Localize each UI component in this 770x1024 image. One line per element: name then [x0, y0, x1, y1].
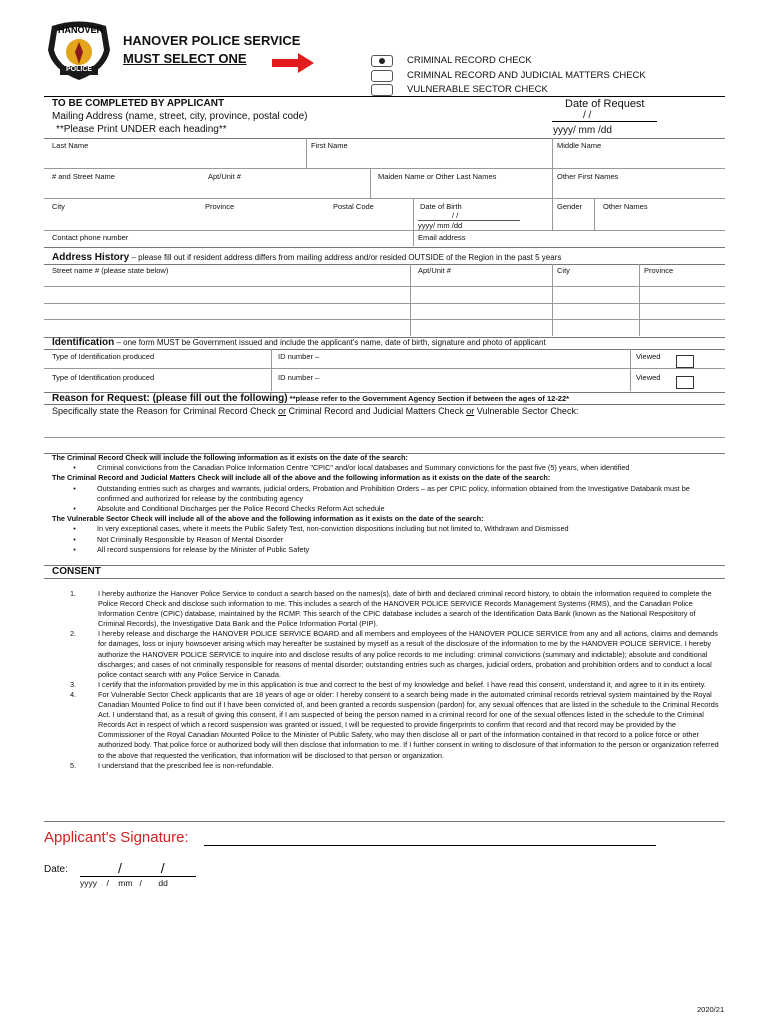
reason-title: Reason for Request: (please fill out the following) [52, 393, 288, 404]
badge-top-text: HANOVER [58, 25, 104, 35]
apt-label: Apt/Unit # [208, 172, 241, 181]
email-label: Email address [418, 233, 466, 242]
check-info-block: The Criminal Record Check will include the following information as it exists on the date of the search: • Criminal convictions from the Canadian Police Information Centre "CPIC" and/or local databases and Summary convictions for the past five (5) years, when identified The Criminal Record and Judicial Matters Check will include all of the above and the following information as it exists on the date of the search: • Outstanding entries such as charges and warrants, judicial orders, Probation and Prohibition Orders – as per CPIC policy, information obtained from the Investigative Databank must be confirmed and authorized for release by the contributing agency • Absolute and Conditional Discharges per the Police Record Checks Reform Act schedule The Vulnerable Sector Check will include all of the above and the following information as it exists on the date of the search: • In very exceptional cases, where it meets the Public Safety Test, non-conviction dispositions including but not limited to, Withdrawn and Dismissed • Not Criminally Responsible by Reason of Mental Disorder • All record suspensions for release by the Minister of Public Safety [52, 453, 720, 555]
reason-text-c: Vulnerable Sector Check: [474, 406, 579, 416]
dob-format: yyyy/ mm /dd [418, 221, 463, 230]
last-name-field[interactable] [52, 150, 302, 166]
option-criminal-record-check[interactable] [371, 54, 701, 67]
email-field[interactable] [480, 232, 721, 244]
consent-item: I understand that the prescribed fee is non-refundable. [98, 760, 274, 770]
province-label: Province [205, 202, 235, 211]
street-label: # and Street Name [52, 172, 115, 181]
option-vulnerable-sector-check[interactable] [371, 83, 701, 96]
dob-label: Date of Birth [420, 202, 462, 211]
gender-label: Gender [557, 202, 583, 211]
maiden-name-label: Maiden Name or Other Last Names [378, 172, 497, 181]
maiden-name-field[interactable] [378, 181, 548, 196]
middle-name-field[interactable] [557, 150, 721, 166]
city-label: City [52, 202, 65, 211]
print-note: **Please Print UNDER each heading** [56, 124, 227, 135]
address-history-heading [52, 252, 561, 263]
date-request-label: Date of Request [565, 98, 645, 110]
vsc-heading: The Vulnerable Sector Check will include all of the above and the following information as it exists on the date of the search: [52, 514, 484, 524]
postal-code-label: Postal Code [333, 202, 374, 211]
option-label: CRIMINAL RECORD AND JUDICIAL MATTERS CHECK [407, 70, 646, 81]
arrow-right-icon [272, 53, 314, 73]
consent-item: For Vulnerable Sector Check applicants that are 18 years of age or older: I hereby consent to a search being made in the automated criminal records retrieval system maintained by the Royal Canadian Mounted Police to find out if I have been convicted of, and been granted a records suspension (pardon) for, any sexual offences that are listed in the schedule to the Criminal Records Act. I understand that, as a result of giving this consent, if I am suspected of being the person named in a criminal record for one of the sexual offences listed in the schedule to the Criminal Records Act in respect of which a record suspension was granted or issued, I will be requested to provide fingerprints to confirm that record and that record may be provided by the Commissioner of the Royal Canadian Mounted Police to the Minister of Public Safety, who may then disclose all or part of the information contained in that record to a police force or other authorized body. That police force or authorized body will then disclose that information to me. If I further consent in writing to disclosure of that information to the person or organization referred to the above that requested the verification, that information will be disclosed to that person or organization. [98, 689, 719, 760]
radio-criminal-record[interactable] [371, 55, 393, 67]
id-type-2-label: Type of Identification produced [52, 373, 155, 382]
mailing-address-label: Mailing Address (name, street, city, province, postal code) [52, 111, 308, 122]
reason-note: **please refer to the Government Agency Section if between the ages of 12-22* [289, 394, 570, 403]
address-history-note: – please fill out if resident address differs from mailing address and/or resided OUTSIDE of the Region in the past 5 years [131, 253, 562, 262]
consent-item: I hereby authorize the Hanover Police Service to conduct a search based on the names(s), date of birth and declared criminal record history, to obtain the information required to complete the Police Record Check and disclose such information to me. This includes a search of the HANOVER POLICE SERVICE Records Management Systems (RMS), and the Canadian Police Information Centre (CPIC) database, maintained by the RCMP. This search of the CPIC database includes a search of the Identification Data Bank (known as the National Respository of Criminal Records), the Investigative Data Bank and the Police Information Portal (PIP). [98, 589, 712, 629]
reason-heading [52, 393, 569, 404]
sig-date-format: yyyy / mm / dd [80, 878, 168, 888]
consent-item: I hereby release and discharge the HANOVER POLICE SERVICE BOARD and all members and employees of the HANOVER POLICE SERVICE from any and all actions, claims and demands for damages, loss or injury howsoever arising which may hereafter be sustained by myself as a result of the disclosure of the information to me by the HANOVER POLICE SERVICE. I hereby authorize the HANOVER POLICE SERVICE to inquire into and disclose results of any police records to me including: criminal convictions (summary and indictable); absolute and conditional discharges; and cases of not criminally responsible for reasons of mental disorder; outstanding entries such as charges, judicial orders, probation and prohibition orders and to conduct a local police contact search with any Police Service in Canada. [98, 629, 718, 679]
signature-line[interactable] [204, 845, 656, 846]
identification-note: – one form MUST be Government issued and include the applicant's name, date of birth, signature and photo of applicant [116, 338, 546, 347]
identification-heading [52, 337, 546, 348]
reason-prompt [52, 406, 578, 416]
first-name-field[interactable] [311, 150, 547, 166]
consent-num: 5. [70, 760, 77, 770]
badge-bottom-text: POLICE [66, 66, 93, 73]
crjm-heading: The Criminal Record and Judicial Matters Check will include all of the above and the following information as it exists on the date of the search: [52, 473, 551, 483]
first-name-label: First Name [311, 141, 348, 150]
phone-field[interactable] [160, 232, 408, 244]
consent-title: CONSENT [52, 566, 101, 577]
street-field[interactable] [52, 181, 366, 196]
form-title: HANOVER POLICE SERVICE [123, 33, 301, 48]
reason-text-b: Criminal Record and Judicial Matters Check [286, 406, 467, 416]
address-history-row[interactable] [46, 321, 723, 335]
reason-text-a: Specifically state the Reason for Criminal Record Check [52, 406, 279, 416]
crc-bullet: Criminal convictions from the Canadian Police Information Centre "CPIC" and/or local databases and Summary convictions for the past five (5) years, when identified [97, 463, 630, 473]
crc-heading: The Criminal Record Check will include the following information as it exists on the date of the search: [52, 453, 408, 462]
vsc-bullet: In very exceptional cases, where it meets the Public Safety Test, non-conviction dispositions including but not limited to, Withdrawn and Dismissed [97, 524, 569, 534]
ah-city-label: City [557, 266, 570, 275]
city-province-postal-field[interactable] [52, 211, 408, 228]
ah-street-label: Street name # (please state below) [52, 266, 169, 275]
other-first-names-field[interactable] [557, 181, 721, 196]
sig-date-slashes: / / [118, 860, 165, 876]
viewed-1-checkbox[interactable] [676, 355, 694, 368]
reason-or-2: or [466, 406, 475, 416]
consent-num: 1. [70, 589, 77, 598]
signature-label: Applicant's Signature: [44, 829, 189, 846]
form-version: 2020/21 [697, 1005, 725, 1014]
vsc-bullet: All record suspensions for release by the Minister of Public Safety [97, 544, 310, 554]
date-request-format: yyyy/ mm /dd [553, 125, 612, 136]
id-type-1-label: Type of Identification produced [52, 352, 155, 361]
id-number-1-label: ID number – [278, 352, 320, 361]
address-history-row[interactable] [46, 288, 723, 302]
ah-apt-label: Apt/Unit # [418, 266, 451, 275]
viewed-2-label: Viewed [636, 373, 661, 382]
identification-title: Identification [52, 337, 115, 348]
date-request-slashes: / / [583, 110, 592, 121]
consent-num: 4. [70, 689, 77, 699]
id-number-2-label: ID number – [278, 373, 320, 382]
dob-slashes: / / [452, 211, 459, 220]
radio-judicial-matters[interactable] [371, 70, 393, 82]
ah-province-label: Province [644, 266, 674, 275]
radio-vulnerable-sector[interactable] [371, 84, 393, 96]
sig-date-field[interactable] [80, 876, 196, 877]
vsc-bullet: Not Criminally Responsible by Reason of Mental Disorder [97, 534, 284, 544]
middle-name-label: Middle Name [557, 141, 602, 150]
last-name-label: Last Name [52, 141, 89, 150]
viewed-1-label: Viewed [636, 352, 661, 361]
sig-date-label: Date: [44, 864, 68, 875]
option-label: CRIMINAL RECORD CHECK [407, 55, 532, 66]
consent-item: I certify that the information provided by me in this application is true and correct to the best of my knowledge and belief. I have read this consent, understand it, and agree to it in its entirety. [98, 679, 706, 689]
viewed-2-checkbox[interactable] [676, 376, 694, 389]
must-select-label: MUST SELECT ONE [123, 51, 247, 66]
address-history-title: Address History [52, 252, 130, 263]
reason-or-1: or [278, 406, 287, 416]
consent-list [70, 589, 720, 771]
option-label: VULNERABLE SECTOR CHECK [407, 84, 548, 95]
phone-label: Contact phone number [52, 233, 129, 242]
address-history-row[interactable] [46, 305, 723, 318]
crjm-bullet: Outstanding entries such as charges and warrants, judicial orders, Probation and Prohibition Orders – as per CPIC policy, information obtained from the Investigative Databank must be confirmed and authorized for release by the contributing agency [97, 483, 690, 503]
option-judicial-matters-check[interactable] [371, 69, 701, 82]
crjm-bullet: Absolute and Conditional Discharges per the Police Record Checks Reform Act schedule [97, 504, 385, 514]
consent-num: 2. [70, 629, 77, 639]
applicant-heading: TO BE COMPLETED BY APPLICANT [52, 98, 225, 109]
other-first-names-label: Other First Names [557, 172, 619, 181]
consent-num: 3. [70, 679, 77, 689]
other-names-label: Other Names [603, 202, 648, 211]
